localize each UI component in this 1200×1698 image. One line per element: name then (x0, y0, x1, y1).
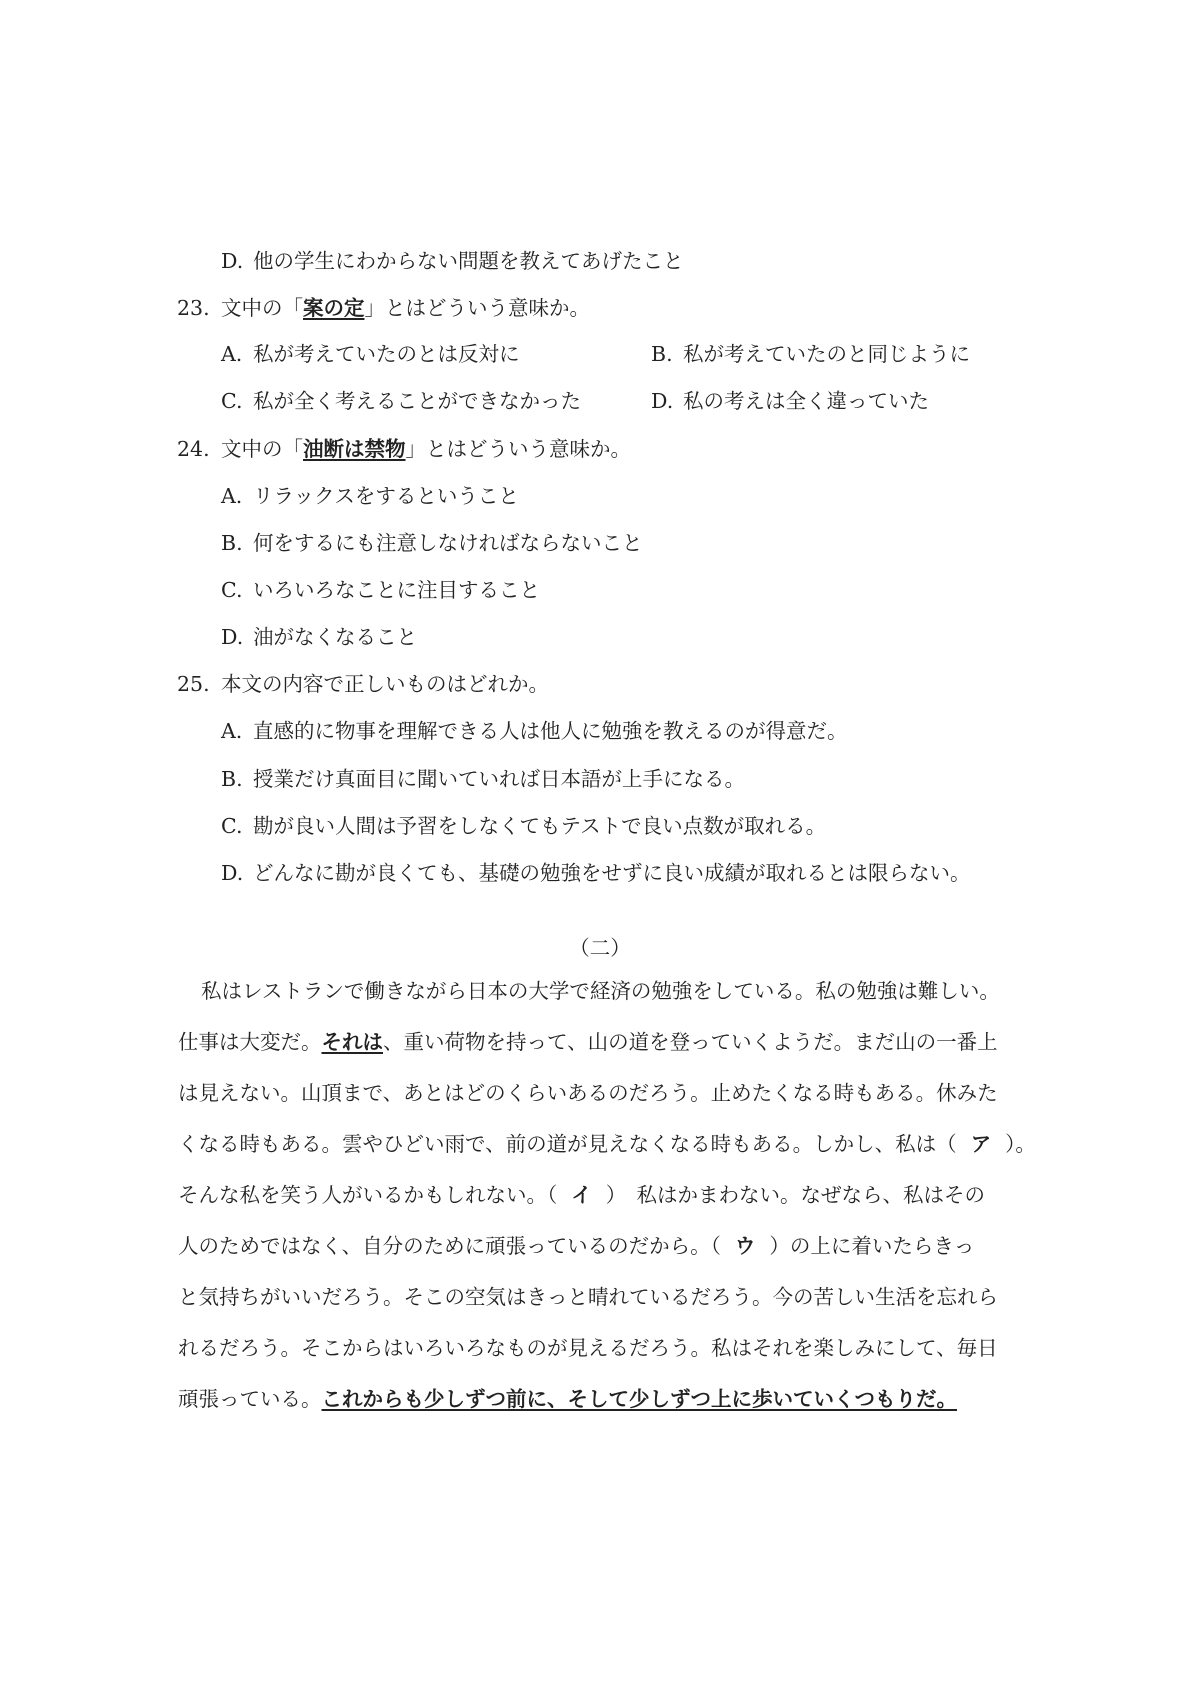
question-number: 23. (177, 296, 210, 320)
option-text: リラックスをするということ (253, 484, 519, 508)
q25-option-b (221, 766, 745, 792)
q25-option-a (221, 718, 848, 744)
passage-line-4 (178, 1131, 1036, 1157)
q25-option-d (221, 860, 971, 886)
option-label: B. (651, 342, 673, 366)
option-text: 直感的に物事を理解できる人は他人に勉強を教えるのが得意だ。 (253, 719, 848, 743)
passage-text: ）。 (1005, 1132, 1036, 1156)
option-text: 油がなくなること (253, 625, 417, 649)
passage-text: くなる時もある。雲やひどい雨で、前の道が見えなくなる時もある。しかし、私は（ (178, 1132, 957, 1156)
passage-line-5 (178, 1182, 985, 1208)
passage-line-7: と気持ちがいいだろう。そこの空気はきっと晴れているだろう。今の苦しい生活を忘れら (178, 1285, 998, 1309)
option-label: C. (221, 389, 243, 413)
passage-text: 人のためではなく、自分のために頑張っているのだから。（ (178, 1234, 721, 1258)
option-text: 授業だけ真面目に聞いていれば日本語が上手になる。 (253, 767, 745, 791)
blank-i: イ (571, 1183, 592, 1207)
section-heading: （二） (569, 936, 631, 960)
question-24-stem (177, 436, 631, 462)
stem-suffix: 」とはどういう意味か。 (364, 296, 590, 320)
blank-u: ウ (734, 1234, 756, 1258)
stem-text: 本文の内容で正しいものはどれか。 (221, 672, 549, 696)
option-label: A. (221, 484, 243, 508)
option-text: 他の学生にわからない問題を教えてあげたこと (253, 249, 684, 273)
option-text: どんなに勘が良くても、基礎の勉強をせずに良い成績が取れるとは限らない。 (253, 861, 971, 885)
option-text: 勘が良い人間は予習をしなくてもテストで良い点数が取れる。 (253, 814, 827, 838)
option-label: D. (221, 625, 244, 649)
q23-option-a (221, 341, 520, 367)
q23-option-d (651, 388, 929, 414)
option-text: 私の考えは全く違っていた (683, 389, 929, 413)
passage-text: ） 私はかまわない。なぜなら、私はその (605, 1183, 985, 1207)
stem-suffix: 」とはどういう意味か。 (405, 437, 631, 461)
q23-option-c (221, 388, 581, 414)
passage-text: そんな私を笑う人がいるかもしれない。（ (178, 1183, 558, 1207)
passage-line-6 (178, 1233, 974, 1259)
q24-option-c (221, 577, 540, 603)
passage-text: ）の上に着いたらきっ (769, 1234, 975, 1258)
option-label: C. (221, 814, 243, 838)
passage-text: 頑張っている。 (178, 1387, 322, 1411)
option-label: A. (221, 342, 243, 366)
passage-text: 仕事は大変だ。 (178, 1030, 322, 1054)
passage-line-2 (178, 1029, 998, 1055)
option-label: A. (221, 719, 243, 743)
passage-text: 、重い荷物を持って、山の道を登っていくようだ。まだ山の一番上 (383, 1030, 998, 1054)
underlined-term: 案の定 (303, 296, 365, 320)
option-label: B. (221, 531, 243, 555)
q24-option-d (221, 624, 417, 650)
q23-option-b (651, 341, 970, 367)
option-text: 何をするにも注意しなければならないこと (253, 531, 643, 555)
q24-option-a (221, 483, 519, 509)
q24-option-b (221, 530, 643, 556)
question-25-stem (177, 671, 549, 697)
option-label: C. (221, 578, 243, 602)
passage-line-9 (178, 1386, 957, 1412)
option-text: 私が全く考えることができなかった (253, 389, 581, 413)
blank-a: ア (970, 1132, 992, 1156)
question-number: 24. (177, 437, 210, 461)
option-text: 私が考えていたのと同じように (683, 342, 970, 366)
option-label: D. (221, 249, 244, 273)
option-text: いろいろなことに注目すること (253, 578, 540, 602)
q25-option-c (221, 813, 826, 839)
stem-prefix: 文中の「 (221, 296, 303, 320)
question-23-stem (177, 295, 590, 321)
stem-prefix: 文中の「 (221, 437, 303, 461)
passage-line-3: は見えない。山頂まで、あとはどのくらいあるのだろう。止めたくなる時もある。休みた (178, 1081, 998, 1105)
option-label: D. (221, 861, 244, 885)
question-number: 25. (177, 672, 210, 696)
option-text: 私が考えていたのとは反対に (253, 342, 520, 366)
passage-line-1: 私はレストランで働きながら日本の大学で経済の勉強をしている。私の勉強は難しい。 (201, 979, 1000, 1003)
passage-line-8: れるだろう。そこからはいろいろなものが見えるだろう。私はそれを楽しみにして、毎日 (178, 1336, 998, 1360)
underlined-phrase: それは (321, 1030, 383, 1054)
option-label: B. (221, 767, 243, 791)
option-label: D. (651, 389, 674, 413)
underlined-sentence: これからも少しずつ前に、そして少しずつ上に歩いていくつもりだ。 (321, 1387, 957, 1411)
underlined-term: 油断は禁物 (303, 437, 406, 461)
q22-option-d (221, 248, 684, 274)
